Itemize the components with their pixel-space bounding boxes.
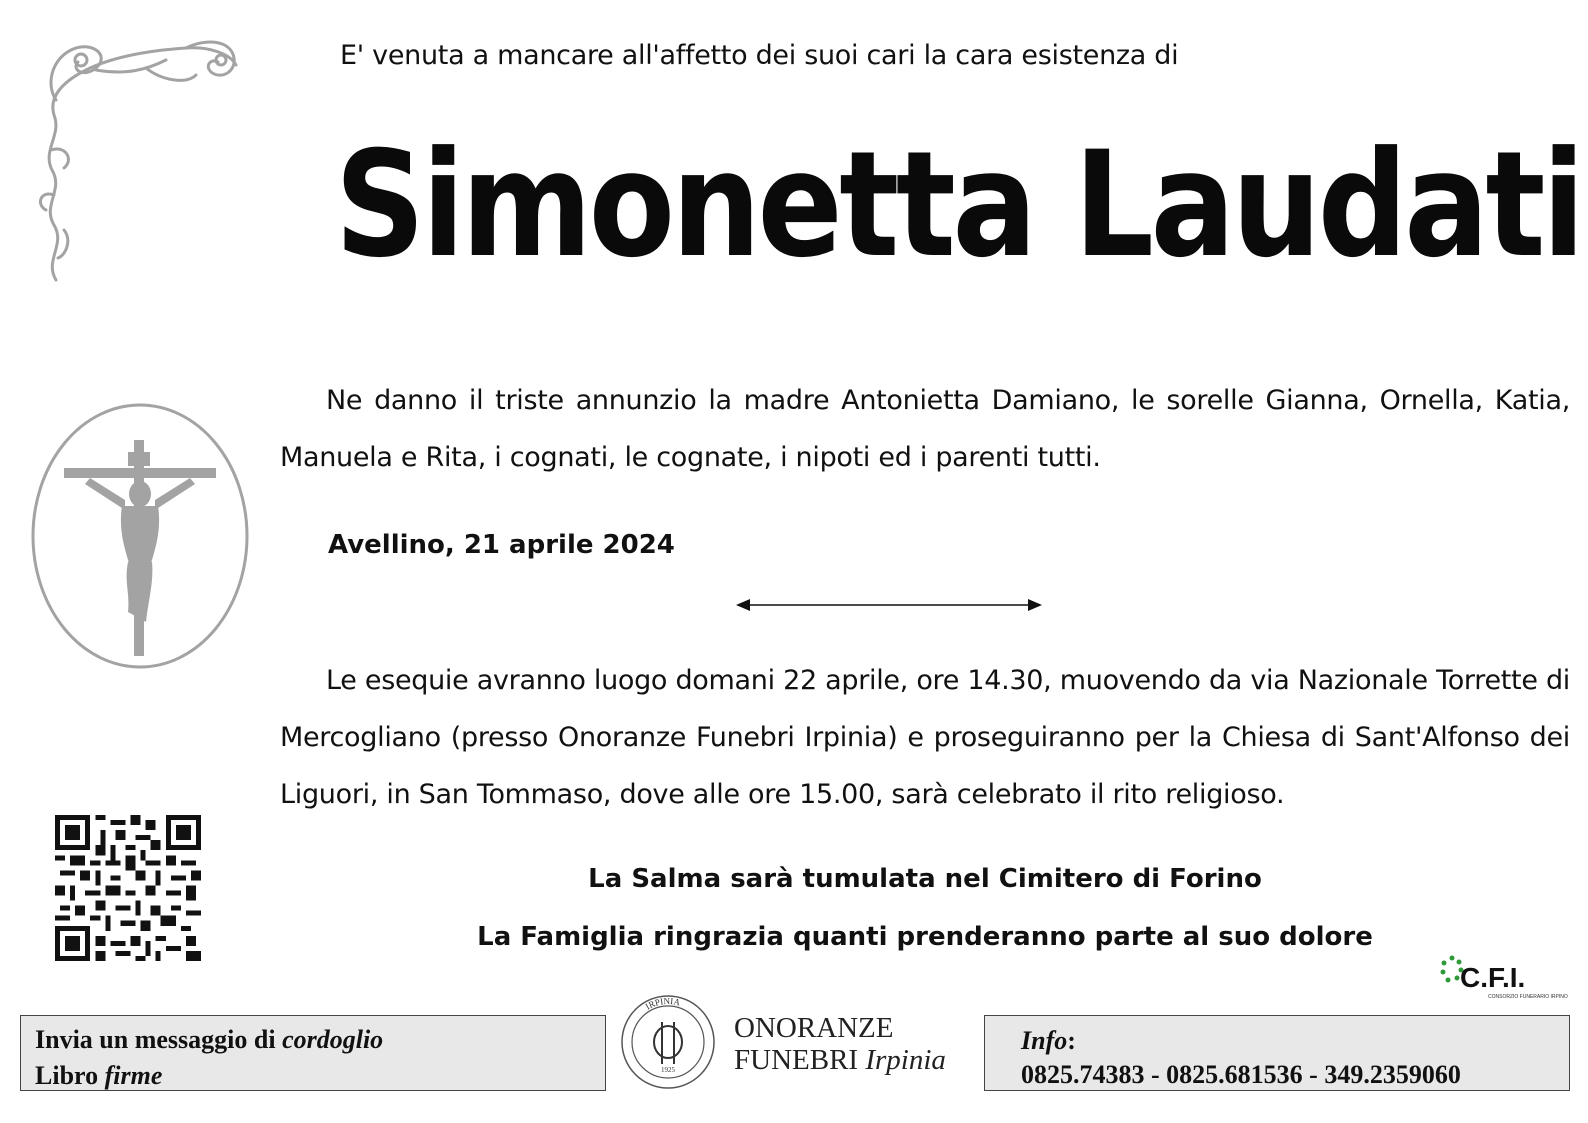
intro-text: E' venuta a mancare all'affetto dei suoi cari la cara esistenza di bbox=[340, 40, 1179, 71]
svg-text:IRPINIA bbox=[644, 996, 682, 1012]
condolence-box[interactable] bbox=[20, 1015, 606, 1091]
deceased-name: Simonetta Laudati bbox=[334, 120, 1582, 290]
phone-numbers[interactable]: 0825.74383 - 0825.681536 - 349.2359060 bbox=[1021, 1060, 1461, 1089]
place-date: Avellino, 21 aprile 2024 bbox=[328, 530, 675, 560]
qr-code-icon[interactable] bbox=[54, 815, 202, 961]
crucifix-icon bbox=[30, 402, 250, 670]
burial-line: La Salma sarà tumulata nel Cimitero di Forino bbox=[588, 864, 1262, 894]
funeral-paragraph: Le esequie avranno luogo domani 22 aprile, ore 14.30, muovendo da via Nazionale Torrette di Mercogliano (presso Onoranze Funebri Irpinia) e proseguiranno per la Chiesa di Sant'Alfonso dei Liguori, in San Tommaso, dove alle ore 15.00, sarà celebrato il rito religioso. bbox=[280, 665, 1570, 810]
info-box: Info: 0825.74383 - 0825.681536 - 349.2359060 bbox=[984, 1015, 1570, 1091]
double-arrow-icon bbox=[734, 597, 1044, 613]
seal-year: 1925 bbox=[661, 1066, 675, 1074]
funeral-home-seal-icon bbox=[618, 992, 718, 1092]
funeral-home-name: ONORANZE FUNEBRI Irpinia bbox=[734, 1012, 946, 1076]
announcement-paragraph: Ne danno il triste annunzio la madre Antonietta Damiano, le sorelle Gianna, Ornella, Katia, Manuela e Rita, i cognati, le cognate, i nipoti ed i parenti tutti. bbox=[280, 385, 1570, 473]
condolence-link[interactable]: Invia un messaggio di cordoglio bbox=[35, 1025, 384, 1054]
thanks-line: La Famiglia ringrazia quanti prenderanno parte al suo dolore bbox=[477, 922, 1373, 952]
cfi-logo-text: C.F.I. bbox=[1460, 962, 1526, 993]
seal-ring-text: IRPINIA bbox=[643, 995, 682, 1012]
info-label: Info bbox=[1021, 1026, 1068, 1055]
cfi-logo-subtitle: CONSORZIO FUNERARIO IRPINO bbox=[1488, 994, 1568, 1000]
guestbook-link[interactable]: Libro firme bbox=[35, 1061, 163, 1090]
